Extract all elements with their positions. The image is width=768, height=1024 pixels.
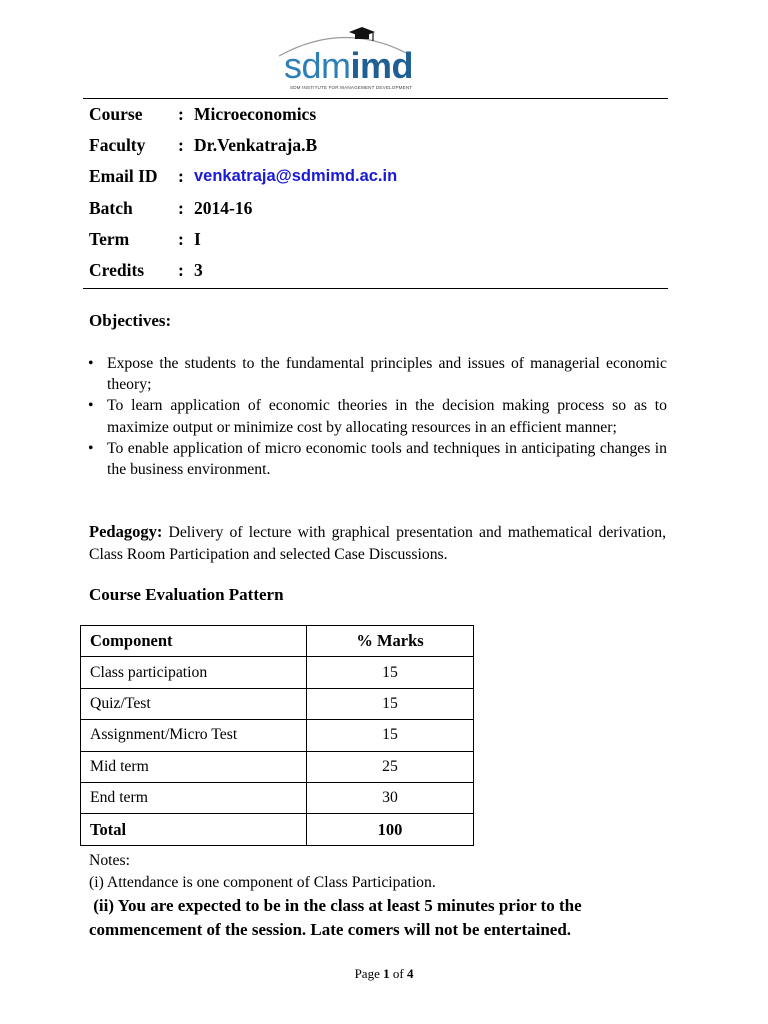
table-row: End term 30 — [81, 782, 474, 813]
course-name: Microeconomics — [194, 104, 317, 125]
notes-section — [89, 850, 582, 942]
credits-value: 3 — [194, 260, 203, 281]
faculty-email-link[interactable]: venkatraja@sdmimd.ac.in — [194, 167, 398, 186]
batch-value: 2014-16 — [194, 197, 253, 218]
note-punctuality-line1: (ii) You are expected to be in the class at least 5 minutes prior to the — [89, 896, 582, 915]
objectives-list — [87, 353, 667, 480]
table-row: Quiz/Test 15 — [81, 688, 474, 719]
note-attendance: (i) Attendance is one component of Class Participation. — [89, 874, 436, 891]
graduation-cap-icon — [349, 27, 375, 41]
term-value: I — [194, 228, 201, 249]
current-page: 1 — [383, 966, 390, 981]
evaluation-table — [80, 625, 474, 846]
pedagogy-text: Delivery of lecture with graphical presentation and mathematical derivation, Class Room Participation and selected Case Discussions. — [89, 524, 666, 563]
notes-heading: Notes: — [89, 852, 130, 869]
institute-logo — [276, 24, 412, 94]
pedagogy-paragraph — [89, 521, 666, 565]
objectives-heading: Objectives: — [89, 311, 172, 330]
course-info — [89, 99, 659, 286]
list-item: • Expose the students to the fundamental principles and issues of managerial economic theory; — [87, 353, 667, 395]
info-row-batch: Batch : 2014-16 — [89, 197, 253, 218]
info-row-term: Term : I — [89, 228, 201, 249]
table-row: Class participation 15 — [81, 657, 474, 688]
column-header-marks: % Marks — [307, 626, 474, 657]
faculty-name: Dr.Venkatraja.B — [194, 135, 318, 156]
table-header-row — [81, 626, 474, 657]
list-item: • To enable application of micro economic tools and techniques in anticipating changes in the business environment. — [87, 438, 667, 480]
evaluation-heading: Course Evaluation Pattern — [89, 585, 284, 604]
list-item: • To learn application of economic theories in the decision making process so as to maximize output or minimize cost by allocating resources in an efficient manner; — [87, 395, 667, 437]
total-pages: 4 — [406, 966, 414, 981]
logo-tagline: SDM INSTITUTE FOR MANAGEMENT DEVELOPMENT — [290, 85, 413, 90]
info-row-faculty: Faculty : Dr.Venkatraja.B — [89, 135, 318, 156]
note-punctuality-line2: commencement of the session. Late comers will not be entertained. — [89, 920, 572, 939]
table-row: Assignment/Micro Test 15 — [81, 720, 474, 751]
column-header-component: Component — [81, 626, 307, 657]
page-number: Page 1 of 4 — [354, 966, 414, 981]
info-row-email: Email ID : venkatraja@sdmimd.ac.in — [89, 166, 398, 187]
header-divider-bottom — [83, 288, 668, 289]
table-total-row: Total 100 — [81, 814, 474, 845]
logo-wordmark: sdmimd — [284, 45, 414, 86]
info-row-credits: Credits : 3 — [89, 260, 203, 281]
table-row: Mid term 25 — [81, 751, 474, 782]
pedagogy-label: Pedagogy: — [89, 522, 163, 541]
info-row-course: Course : Microeconomics — [89, 104, 317, 125]
